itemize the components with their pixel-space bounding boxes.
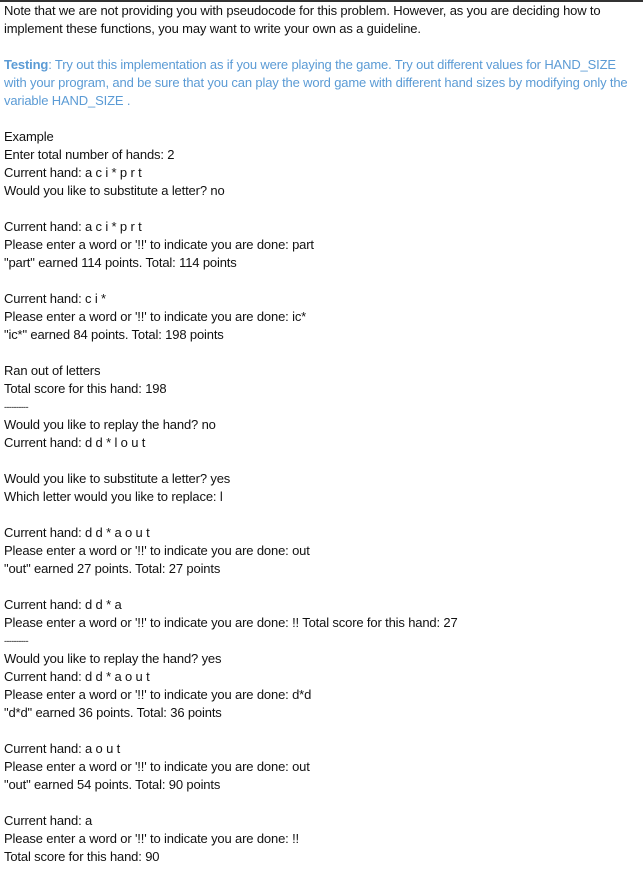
transcript-line: "d*d" earned 36 points. Total: 36 points bbox=[4, 705, 222, 720]
transcript-line: Ran out of letters bbox=[4, 363, 101, 378]
blank-line bbox=[4, 272, 634, 290]
transcript-line: Please enter a word or '!!' to indicate you are done: ic* bbox=[4, 309, 307, 324]
transcript-line: Current hand: d d * a o u t bbox=[4, 525, 150, 540]
transcript-line: Current hand: a c i * p r t bbox=[4, 165, 142, 180]
transcript-line: Please enter a word or '!!' to indicate you are done: part bbox=[4, 237, 314, 252]
testing-paragraph bbox=[4, 56, 634, 110]
transcript-line: Please enter a word or '!!' to indicate you are done: out bbox=[4, 543, 310, 558]
example-heading: Example bbox=[4, 129, 54, 144]
transcript-line: "ic*" earned 84 points. Total: 198 points bbox=[4, 327, 224, 342]
transcript-line: Would you like to replay the hand? no bbox=[4, 417, 216, 432]
separator-line: ---------- bbox=[4, 402, 28, 412]
transcript-line: Current hand: a o u t bbox=[4, 741, 121, 756]
transcript-line: Please enter a word or '!!' to indicate you are done: out bbox=[4, 759, 310, 774]
transcript-line: Please enter a word or '!!' to indicate you are done: !! bbox=[4, 831, 300, 846]
transcript-line: Total score for this hand: 90 bbox=[4, 849, 160, 864]
transcript-line: Please enter a word or '!!' to indicate you are done: d*d bbox=[4, 687, 312, 702]
transcript-line: Please enter a word or '!!' to indicate you are done: !! Total score for this hand: 27 bbox=[4, 615, 458, 630]
transcript-line: "out" earned 27 points. Total: 27 points bbox=[4, 561, 221, 576]
blank-line bbox=[4, 578, 634, 596]
blank-line bbox=[4, 452, 634, 470]
transcript-line: Current hand: d d * l o u t bbox=[4, 435, 146, 450]
document-body bbox=[4, 2, 634, 866]
transcript-line: Enter total number of hands: 2 bbox=[4, 147, 175, 162]
transcript-line: Current hand: d d * a bbox=[4, 597, 122, 612]
testing-text: : Try out this implementation as if you were playing the game. Try out different values for HAND_SIZE with your program, and be sure that you can play the word game with different hand sizes by modifying only the variable HAND_SIZE . bbox=[4, 57, 631, 108]
transcript-line: "part" earned 114 points. Total: 114 points bbox=[4, 255, 237, 270]
transcript-line: Total score for this hand: 198 bbox=[4, 381, 167, 396]
blank-line bbox=[4, 200, 634, 218]
transcript-line: Current hand: a c i * p r t bbox=[4, 219, 142, 234]
transcript-line: Current hand: a bbox=[4, 813, 93, 828]
transcript-line: Would you like to substitute a letter? no bbox=[4, 183, 225, 198]
transcript-line: Which letter would you like to replace: l bbox=[4, 489, 223, 504]
blank-line bbox=[4, 722, 634, 740]
separator-line: ---------- bbox=[4, 636, 28, 646]
blank-line bbox=[4, 344, 634, 362]
transcript-line: "out" earned 54 points. Total: 90 points bbox=[4, 777, 221, 792]
blank-line bbox=[4, 506, 634, 524]
blank-line bbox=[4, 794, 634, 812]
transcript-line: Would you like to substitute a letter? yes bbox=[4, 471, 231, 486]
testing-label: Testing bbox=[4, 57, 49, 72]
example-transcript bbox=[4, 146, 634, 866]
intro-paragraph: Note that we are not providing you with pseudocode for this problem. However, as you are deciding how to implement these functions, you may want to write your own as a guideline. bbox=[4, 3, 604, 36]
transcript-line: Current hand: d d * a o u t bbox=[4, 669, 150, 684]
transcript-line: Would you like to replay the hand? yes bbox=[4, 651, 222, 666]
transcript-line: Current hand: c i * bbox=[4, 291, 106, 306]
